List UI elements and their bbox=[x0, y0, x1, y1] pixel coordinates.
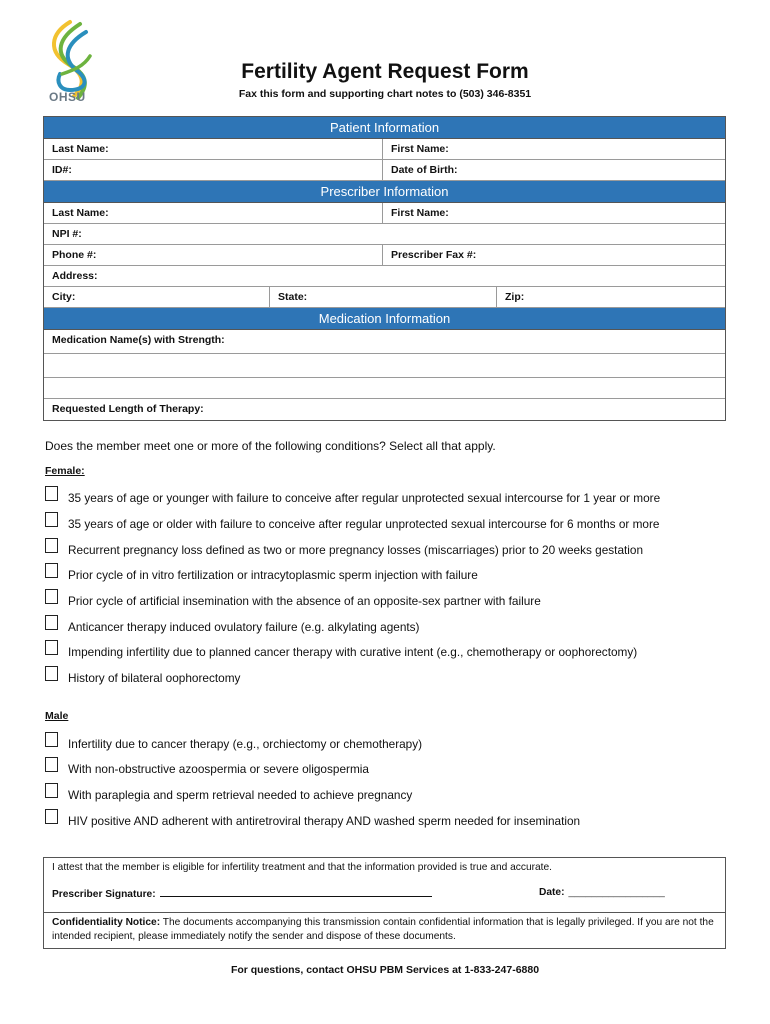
signature-field[interactable] bbox=[52, 887, 432, 900]
male-option-3: With paraplegia and sperm retrieval needed to achieve pregnancy bbox=[45, 788, 412, 802]
therapy-length-field[interactable]: Requested Length of Therapy: bbox=[52, 403, 204, 415]
checkbox[interactable] bbox=[45, 512, 58, 527]
female-section-label: Female: bbox=[45, 465, 85, 477]
prescriber-npi-row bbox=[44, 224, 725, 245]
prescriber-info-header: Prescriber Information bbox=[44, 181, 725, 203]
checkbox[interactable] bbox=[45, 640, 58, 655]
signature-label: Prescriber Signature: bbox=[52, 889, 156, 900]
female-option-8: History of bilateral oophorectomy bbox=[45, 671, 240, 685]
prescriber-zip-field[interactable]: Zip: bbox=[505, 291, 525, 303]
patient-id-row bbox=[44, 160, 725, 181]
medication-blank-field-1[interactable] bbox=[44, 354, 725, 377]
medication-blank-row-1 bbox=[44, 354, 725, 378]
page-title: Fertility Agent Request Form bbox=[241, 60, 529, 83]
patient-info-header: Patient Information bbox=[44, 117, 725, 139]
medication-names-row bbox=[44, 330, 725, 354]
patient-first-name-field[interactable]: First Name: bbox=[391, 143, 449, 155]
checkbox[interactable] bbox=[45, 486, 58, 501]
patient-name-row bbox=[44, 139, 725, 160]
attestation-section bbox=[44, 858, 725, 913]
prescriber-city-row bbox=[44, 287, 725, 308]
male-option-4: HIV positive AND adherent with antiretroviral therapy AND washed sperm needed for insemination bbox=[45, 814, 580, 828]
medication-blank-field-2[interactable] bbox=[44, 378, 725, 398]
female-option-2: 35 years of age or older with failure to conceive after regular unprotected sexual intercourse for 6 months or more bbox=[45, 517, 659, 531]
medication-info-header: Medication Information bbox=[44, 308, 725, 330]
attestation-statement: I attest that the member is eligible for infertility treatment and that the information provided is true and accurate. bbox=[52, 862, 553, 873]
male-option-2: With non-obstructive azoospermia or severe oligospermia bbox=[45, 762, 369, 776]
checkbox[interactable] bbox=[45, 809, 58, 824]
attestation-box bbox=[43, 857, 726, 949]
logo-text: OHSU bbox=[49, 90, 86, 104]
confidentiality-notice bbox=[44, 913, 725, 948]
female-option-3: Recurrent pregnancy loss defined as two or more pregnancy losses (miscarriages) prior to 20 weeks gestation bbox=[45, 543, 643, 557]
confidentiality-text: The documents accompanying this transmission contain confidential information that is legally privileged. If you are not the intended recipient, please immediately notify the sender and dispose of these documents. bbox=[52, 917, 714, 942]
prescriber-address-row bbox=[44, 266, 725, 287]
confidentiality-label: Confidentiality Notice: bbox=[52, 917, 161, 928]
checkbox[interactable] bbox=[45, 563, 58, 578]
prescriber-address-field[interactable]: Address: bbox=[52, 270, 98, 282]
checkbox[interactable] bbox=[45, 732, 58, 747]
checkbox[interactable] bbox=[45, 538, 58, 553]
prescriber-state-field[interactable]: State: bbox=[270, 287, 497, 307]
female-option-4: Prior cycle of in vitro fertilization or intracytoplasmic sperm injection with failure bbox=[45, 568, 478, 582]
checkbox[interactable] bbox=[45, 666, 58, 681]
male-option-1: Infertility due to cancer therapy (e.g., orchiectomy or chemotherapy) bbox=[45, 737, 422, 751]
patient-id-field[interactable]: ID#: bbox=[44, 160, 383, 180]
patient-dob-field[interactable]: Date of Birth: bbox=[391, 164, 458, 176]
checkbox[interactable] bbox=[45, 615, 58, 630]
prescriber-name-row bbox=[44, 203, 725, 224]
prescriber-fax-field[interactable]: Prescriber Fax #: bbox=[391, 249, 477, 261]
prescriber-last-name-field[interactable]: Last Name: bbox=[44, 203, 383, 223]
request-form-table bbox=[43, 116, 726, 421]
female-option-5: Prior cycle of artificial insemination with the absence of an opposite-sex partner with failure bbox=[45, 594, 541, 608]
medication-blank-row-2 bbox=[44, 378, 725, 399]
prescriber-phone-field[interactable]: Phone #: bbox=[44, 245, 383, 265]
female-option-1: 35 years of age or younger with failure to conceive after regular unprotected sexual intercourse for 1 year or more bbox=[45, 491, 660, 505]
checkbox[interactable] bbox=[45, 757, 58, 772]
date-label: Date: bbox=[539, 887, 565, 898]
fax-instructions: Fax this form and supporting chart notes to (503) 346-8351 bbox=[238, 88, 532, 100]
prescriber-first-name-field[interactable]: First Name: bbox=[391, 207, 449, 219]
medication-names-field[interactable]: Medication Name(s) with Strength: bbox=[52, 334, 225, 346]
checkbox[interactable] bbox=[45, 783, 58, 798]
male-section-label: Male bbox=[45, 710, 69, 722]
date-line[interactable]: _________________ bbox=[568, 887, 665, 898]
signature-line[interactable] bbox=[160, 887, 432, 897]
prescriber-npi-field[interactable]: NPI #: bbox=[52, 228, 82, 240]
prescriber-city-field[interactable]: City: bbox=[44, 287, 270, 307]
female-option-7: Impending infertility due to planned cancer therapy with curative intent (e.g., chemotherapy or oophorectomy) bbox=[45, 645, 637, 659]
footer-contact: For questions, contact OHSU PBM Services at 1-833-247-6880 bbox=[230, 964, 540, 976]
conditions-question: Does the member meet one or more of the following conditions? Select all that apply. bbox=[45, 439, 496, 453]
prescriber-phone-row bbox=[44, 245, 725, 266]
patient-last-name-field[interactable]: Last Name: bbox=[44, 139, 383, 159]
date-field[interactable] bbox=[539, 887, 665, 898]
female-option-6: Anticancer therapy induced ovulatory failure (e.g. alkylating agents) bbox=[45, 620, 419, 634]
therapy-length-row bbox=[44, 399, 725, 420]
checkbox[interactable] bbox=[45, 589, 58, 604]
